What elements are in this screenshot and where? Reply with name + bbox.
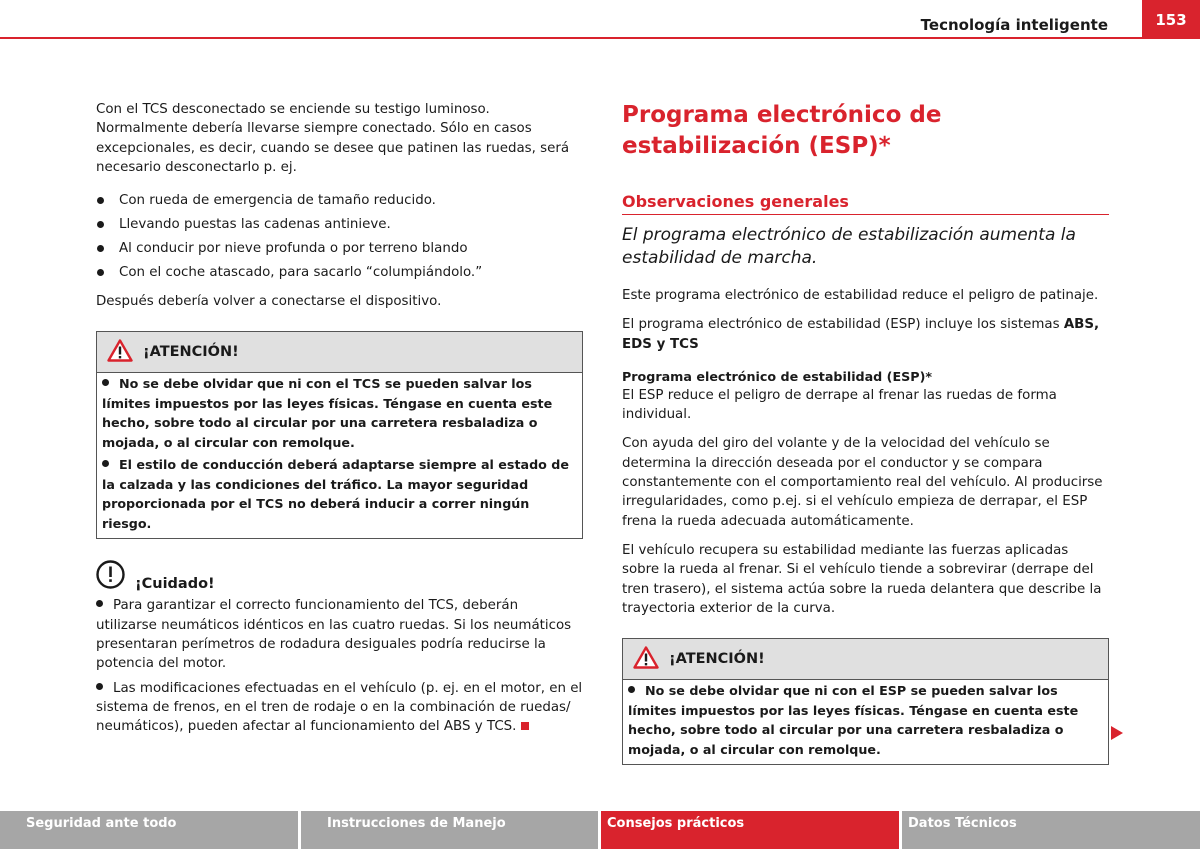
warning-title: ¡ATENCIÓN! [143,344,239,361]
warning-header [623,639,1108,680]
section-title: Tecnología inteligente [920,16,1108,34]
warning-box [96,331,583,539]
footer-nav [0,811,1200,849]
warning-triangle-icon [633,646,659,673]
esp-paragraph: Con ayuda del giro del volante y de la velocidad del vehículo se determina la dirección deseada por el conductor y se compara constantemente con el comportamiento real del vehículo. Al producirse irregularidades, como p.ej. si el vehículo empieza de derrapar, el ESP frena la rueda adecuada automáticamente. [622,436,1103,529]
caution-item-text: Las modificaciones efectuadas en el vehículo (p. ej. en el motor, en el sistema de frenos, en el tren de rodaje o en la combinación de ruedas/ neumáticos), pueden afectar al funcionamiento del ABS y TCS. [96,680,583,735]
caution-item [96,596,583,673]
subheading: Programa electrónico de estabilidad (ESP)* [622,368,933,384]
bullet-icon [96,683,103,690]
warning-box [622,638,1109,765]
end-square-icon [521,722,529,730]
tab-seguridad[interactable]: Seguridad ante todo [0,811,298,849]
warning-item-text: El estilo de conducción deberá adaptarse siempre al estado de la calzada y las condiciones del tráfico. La mayor seguridad proporcionada por el TCS no deberá inducir a correr ningún riesgo. [102,457,569,531]
list-item: Con rueda de emergencia de tamaño reducido. [96,191,583,210]
caution-item [96,679,583,737]
bullet-icon [96,600,103,607]
esp-systems-paragraph [622,315,1109,354]
esp-systems-text: El programa electrónico de estabilidad (ESP) incluye los sistemas [622,317,1064,333]
section-heading: Observaciones generales [622,192,1109,215]
esp-paragraph: Este programa electrónico de estabilidad reduce el peligro de patinaje. [622,288,1099,303]
warning-title: ¡ATENCIÓN! [669,651,765,668]
chapter-title: Programa electrónico de estabilización (ESP)* [622,102,942,159]
caution-block [96,560,583,736]
tcs-paragraph: Con el TCS desconectado se enciende su testigo luminoso. Normalmente debería llevarse siempre conectado. Sólo en casos excepcionales, es decir, cuando se desee que patinen las ruedas, será necesario desconectarlo p. ej. [96,102,570,175]
warning-item [628,681,1104,759]
warning-header [97,332,582,373]
esp-paragraph: El vehículo recupera su estabilidad mediante las fuerzas aplicadas sobre la rueda al frenar. Si el vehículo tiende a sobrevirar (derrape del tren trasero), el sistema actúa sobre la rueda delantera que describe la trayectoria exterior de la curva. [622,542,1102,616]
right-column [622,100,1109,765]
tab-datos-tecnicos[interactable]: Datos Técnicos [902,811,1200,849]
caution-header [96,560,583,593]
page-number: 153 [1142,0,1200,39]
left-column [96,100,583,737]
bullet-icon [102,460,109,467]
caution-circle-icon [96,560,125,593]
list-item: Llevando puestas las cadenas antinieve. [96,215,583,234]
esp-systems-bold: ABS, EDS y TCS [622,317,1100,352]
list-item: Con el coche atascado, para sacarlo “columpiándolo.” [96,263,583,282]
bullet-icon [628,686,635,693]
intro-text: El programa electrónico de estabilización aumenta la estabilidad de marcha. [622,225,1076,268]
warning-triangle-icon [107,339,133,366]
tcs-situations-list [96,191,583,282]
warning-item-text: No se debe olvidar que ni con el ESP se pueden salvar los límites impuestos por las leyes físicas. Téngase en cuenta este hecho, sobre todo al circular por una carretera resbaladiza o mojada, o al circular con remolque. [628,683,1079,757]
next-page-arrow-icon[interactable] [1111,726,1123,740]
bullet-icon [102,379,109,386]
caution-item-text: Para garantizar el correcto funcionamiento del TCS, deberán utilizarse neumáticos idénticos en las cuatro ruedas. Si los neumáticos presentaran perímetros de rodadura desiguales podría reducirse la potencia del motor. [96,598,572,672]
warning-item [102,455,578,533]
warning-item [102,374,578,452]
esp-paragraph: El ESP reduce el peligro de derrape al frenar las ruedas de forma individual. [622,387,1057,423]
tab-instrucciones[interactable]: Instrucciones de Manejo [301,811,598,849]
warning-body [623,680,1108,764]
warning-body [97,373,582,538]
tab-consejos[interactable]: Consejos prácticos [601,811,899,849]
caution-title: ¡Cuidado! [135,576,215,593]
header-rule [0,37,1142,39]
list-item: Al conducir por nieve profunda o por terreno blando [96,239,583,258]
warning-item-text: No se debe olvidar que ni con el TCS se pueden salvar los límites impuestos por las leyes físicas. Téngase en cuenta este hecho, sobre todo al circular por una carretera resbaladiza o mojada, o al circular con remolque. [102,376,553,450]
reconnect-paragraph: Después debería volver a conectarse el dispositivo. [96,294,442,310]
